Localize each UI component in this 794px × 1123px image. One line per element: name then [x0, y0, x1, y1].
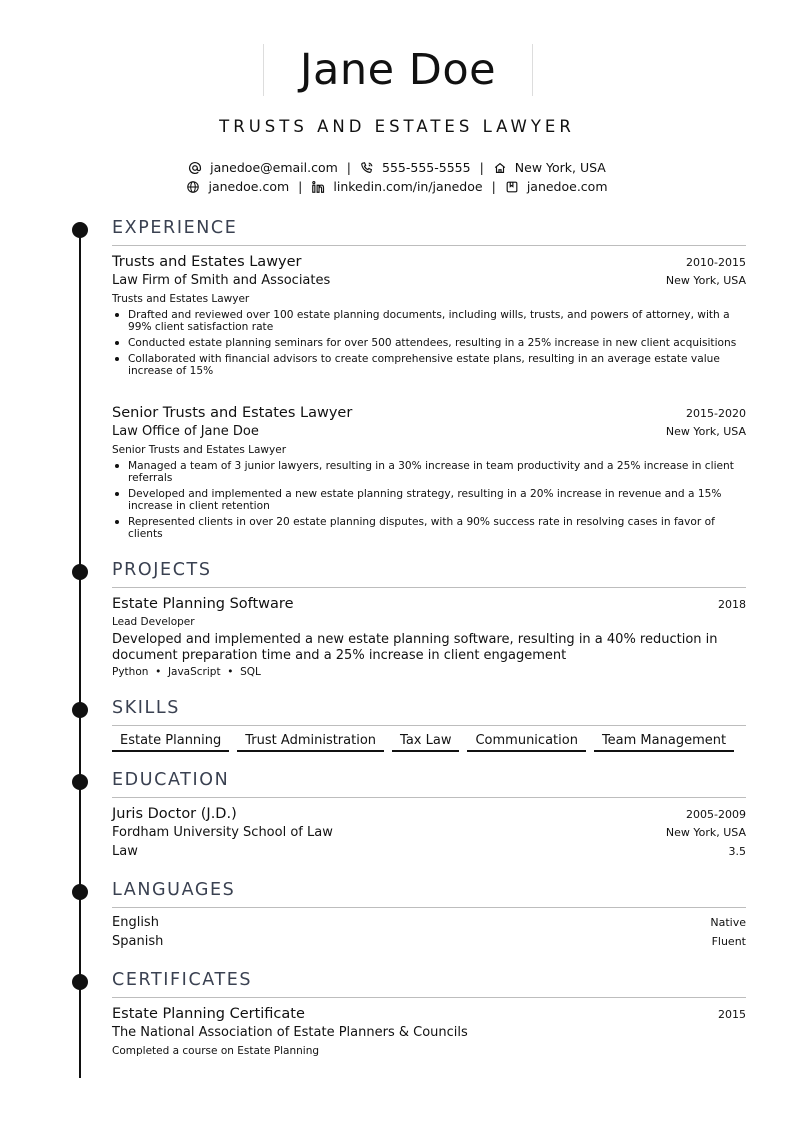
project-year: 2018	[718, 598, 746, 611]
project-role: Lead Developer	[112, 616, 195, 628]
section-title-languages: LANGUAGES	[112, 879, 746, 908]
website-text: janedoe.com	[208, 179, 290, 194]
education-1-header	[112, 805, 746, 823]
bullet-item: Conducted estate planning seminars for over 500 attendees, resulting in a 25% increase in new client acquisitions	[112, 337, 746, 349]
linkedin-text: linkedin.com/in/janedoe	[333, 179, 483, 194]
experience-company: Law Office of Jane Doe	[112, 424, 259, 439]
experience-title: Senior Trusts and Estates Lawyer	[112, 405, 353, 421]
at-icon	[188, 161, 202, 175]
language-row	[112, 934, 746, 950]
separator: |	[491, 179, 496, 194]
bullet-item: Represented clients in over 20 estate planning disputes, with a 90% success rate in resolving cases in favor of clients	[112, 516, 746, 540]
website-contact[interactable]	[186, 179, 289, 195]
certificate-description: Completed a course on Estate Planning	[112, 1045, 320, 1057]
timeline-dot	[72, 222, 88, 238]
experience-1-role-row	[112, 292, 746, 306]
skill-tag: Tax Law	[392, 733, 459, 752]
phone-text: 555-555-5555	[382, 160, 471, 175]
certificate-1-desc-row	[112, 1044, 746, 1058]
timeline-dot	[72, 774, 88, 790]
email-contact[interactable]	[188, 160, 338, 176]
skill-tag: Communication	[467, 733, 585, 752]
timeline-dot	[72, 564, 88, 580]
location-contact	[493, 160, 606, 176]
education-degree: Juris Doctor (J.D.)	[112, 806, 237, 822]
email-text: janedoe@email.com	[210, 160, 338, 175]
experience-role: Trusts and Estates Lawyer	[112, 293, 250, 305]
section-title-education: EDUCATION	[112, 769, 746, 798]
skill-tag: Trust Administration	[237, 733, 384, 752]
timeline-dot	[72, 974, 88, 990]
contact-row-2	[0, 179, 794, 195]
skill-tag: Team Management	[594, 733, 734, 752]
experience-2-header	[112, 404, 746, 422]
contact-row-1	[0, 160, 794, 176]
globe-icon	[186, 180, 200, 194]
language-level: Fluent	[711, 935, 746, 948]
timeline-line	[79, 228, 81, 1078]
separator: |	[479, 160, 484, 175]
education-1-field-row	[112, 844, 746, 860]
portfolio-text: janedoe.com	[526, 179, 608, 194]
project-1-header	[112, 595, 746, 613]
portfolio-icon	[505, 180, 519, 194]
home-icon	[493, 161, 507, 175]
candidate-name: Jane Doe	[299, 45, 497, 95]
project-description: Developed and implemented a new estate planning software, resulting in a 40% reduction in document preparation time and a 25% increase in client engagement	[112, 632, 718, 663]
experience-2-company-row	[112, 424, 746, 440]
language-name: English	[112, 915, 159, 930]
experience-location: New York, USA	[665, 274, 746, 287]
education-1-school-row	[112, 825, 746, 841]
separator: |	[298, 179, 303, 194]
bullet-item: Managed a team of 3 junior lawyers, resulting in a 30% increase in team productivity and a 25% increase in client referrals	[112, 460, 746, 484]
phone-icon	[360, 161, 374, 175]
phone-contact[interactable]	[360, 160, 471, 176]
experience-1-bullets	[112, 309, 746, 381]
experience-role: Senior Trusts and Estates Lawyer	[112, 444, 287, 456]
certificate-year: 2015	[718, 1008, 746, 1021]
portfolio-contact[interactable]	[505, 179, 608, 195]
education-field: Law	[112, 844, 138, 859]
experience-company: Law Firm of Smith and Associates	[112, 273, 331, 288]
project-title: Estate Planning Software	[112, 596, 294, 612]
skills-list	[112, 733, 746, 752]
certificate-1-header	[112, 1005, 746, 1023]
certificate-issuer: The National Association of Estate Planners & Councils	[112, 1025, 468, 1040]
experience-location: New York, USA	[665, 425, 746, 438]
experience-1-company-row	[112, 273, 746, 289]
language-row	[112, 915, 746, 931]
section-title-experience: EXPERIENCE	[112, 217, 746, 246]
education-dates: 2005-2009	[686, 808, 746, 821]
certificate-1-issuer-row	[112, 1025, 746, 1041]
experience-dates: 2010-2015	[686, 256, 746, 269]
experience-2-bullets	[112, 460, 746, 544]
section-title-certificates: CERTIFICATES	[112, 969, 746, 998]
certificate-title: Estate Planning Certificate	[112, 1006, 305, 1022]
linkedin-contact[interactable]	[311, 179, 482, 195]
experience-2-role-row	[112, 443, 746, 457]
skill-tag: Estate Planning	[112, 733, 229, 752]
education-location: New York, USA	[665, 826, 746, 839]
language-name: Spanish	[112, 934, 164, 949]
section-title-projects: PROJECTS	[112, 559, 746, 588]
timeline-dot	[72, 702, 88, 718]
experience-title: Trusts and Estates Lawyer	[112, 254, 302, 270]
timeline-dot	[72, 884, 88, 900]
job-title: TRUSTS AND ESTATES LAWYER	[219, 117, 575, 136]
project-1-role-row	[112, 615, 746, 629]
education-school: Fordham University School of Law	[112, 825, 333, 840]
education-gpa: 3.5	[728, 845, 746, 858]
name-block	[263, 44, 533, 96]
bullet-item: Collaborated with financial advisors to create comprehensive estate plans, resulting in an average estate value increase of 15%	[112, 353, 746, 377]
bullet-item: Developed and implemented a new estate planning strategy, resulting in a 20% increase in revenue and a 15% increase in client retention	[112, 488, 746, 512]
project-1-tech-row	[112, 665, 746, 679]
separator: |	[346, 160, 352, 175]
linkedin-icon	[311, 180, 325, 194]
experience-1-header	[112, 253, 746, 271]
project-tech-stack: Python • JavaScript • SQL	[112, 666, 261, 678]
language-level: Native	[710, 916, 746, 929]
location-text: New York, USA	[514, 160, 606, 175]
section-title-skills: SKILLS	[112, 697, 746, 726]
experience-dates: 2015-2020	[686, 407, 746, 420]
bullet-item: Drafted and reviewed over 100 estate planning documents, including wills, trusts, and powers of attorney, with a 99% client satisfaction rate	[112, 309, 746, 333]
